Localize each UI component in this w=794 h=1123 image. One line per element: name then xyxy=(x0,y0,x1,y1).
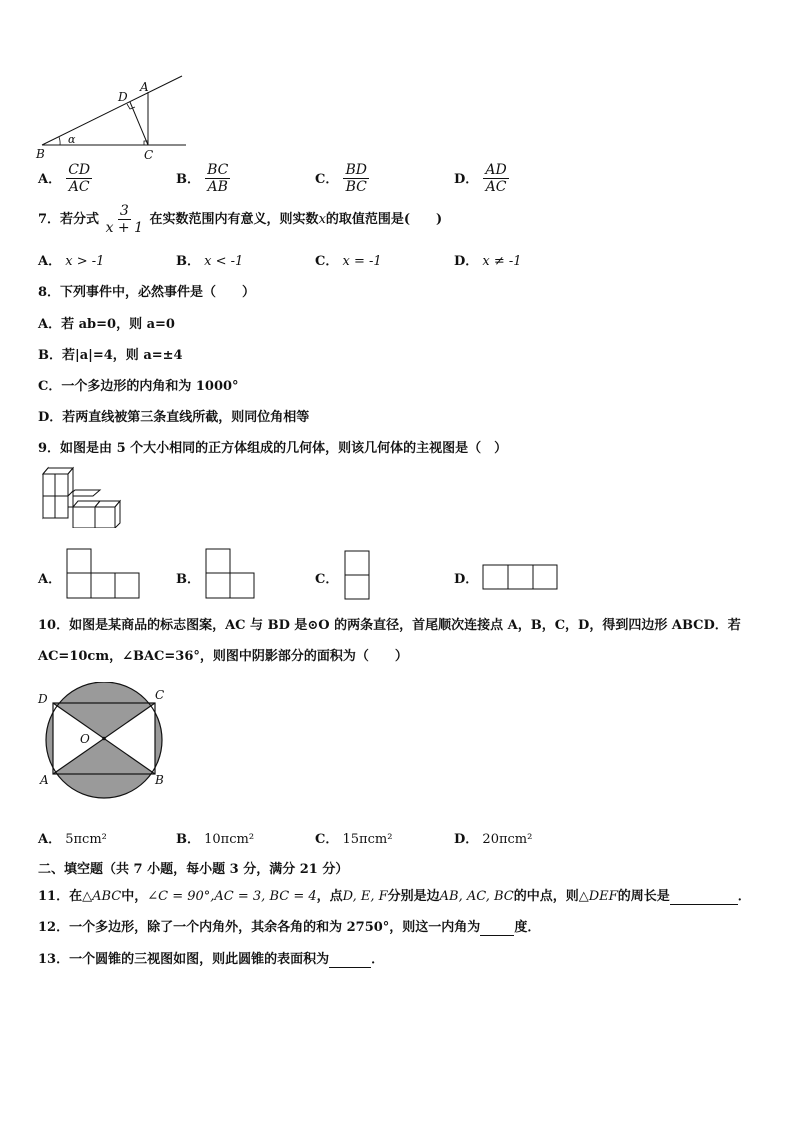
q10-circle-diagram xyxy=(34,682,174,804)
q10-stem-line2: AC=10cm，∠BAC=36°，则图中阴影部分的面积为（ ） xyxy=(38,649,408,664)
q7-option-c[interactable]: C． x = -1 xyxy=(315,254,382,269)
q13-stem: 13．一个圆锥的三视图如图，则此圆锥的表面积为 ． xyxy=(38,952,385,967)
option-label: D． xyxy=(454,172,479,187)
q9-option-c-figure xyxy=(344,550,372,602)
q6-option-b[interactable] xyxy=(176,162,230,195)
q6-label-c: C xyxy=(144,148,154,162)
option-label: C． xyxy=(315,172,339,187)
q7-fraction: $\frac{3}{x + 1}$ xyxy=(105,203,144,236)
q9-option-b-figure xyxy=(205,548,257,600)
q10-label-b: B xyxy=(155,773,164,787)
section-title: 二、填空题（共 7 小题，每小题 3 分，满分 21 分） xyxy=(38,862,349,877)
fraction: $\frac{BC}{AB}$ xyxy=(207,162,229,195)
q10-option-b[interactable]: B． 10πcm² xyxy=(176,832,255,847)
q6-label-b: B xyxy=(36,147,45,161)
fraction: $\frac{AD}{AC}$ xyxy=(485,162,507,195)
q6-label-a: A xyxy=(140,80,149,94)
q9-option-c[interactable]: C． xyxy=(315,572,339,587)
q8-option-a[interactable]: A．若 ab=0，则 a=0 xyxy=(38,317,175,332)
q10-label-o: O xyxy=(80,732,90,746)
fraction: $\frac{BD}{BC}$ xyxy=(345,162,367,195)
q7-option-b[interactable]: B． x < -1 xyxy=(176,254,244,269)
q13-answer-blank[interactable] xyxy=(329,952,371,968)
q9-option-d-figure xyxy=(482,564,560,592)
q9-option-b[interactable]: B． xyxy=(176,572,200,587)
option-label: B． xyxy=(176,172,200,187)
q6-label-alpha: α xyxy=(68,133,76,146)
fraction: $\frac{CD}{AC}$ xyxy=(68,162,91,195)
q8-option-c[interactable]: C．一个多边形的内角和为 1000° xyxy=(38,379,239,394)
q11-answer-blank[interactable] xyxy=(670,889,738,905)
q6-option-d[interactable] xyxy=(454,162,509,195)
q6-option-a[interactable] xyxy=(38,162,92,195)
q6-option-c[interactable] xyxy=(315,162,369,195)
q10-label-c: C xyxy=(155,688,165,702)
q9-cube-figure xyxy=(40,466,124,528)
q7-option-d[interactable]: D． x ≠ -1 xyxy=(454,254,522,269)
q8-option-b[interactable]: B．若|a|=4，则 a=±4 xyxy=(38,348,183,363)
q9-option-d[interactable]: D． xyxy=(454,572,479,587)
q6-triangle-diagram xyxy=(34,72,194,164)
q11-stem: 11．在△ABC中，∠C = 90°,AC = 3, BC = 4，点D, E, F分别是边AB, AC, BC的中点，则△DEF的周长是 ． xyxy=(38,889,751,904)
q9-option-a[interactable]: A． xyxy=(38,572,62,587)
q8-option-d[interactable]: D．若两直线被第三条直线所截，则同位角相等 xyxy=(38,410,310,425)
q12-answer-blank[interactable] xyxy=(480,920,514,936)
q9-option-a-figure xyxy=(66,548,142,600)
q7-stem: 7．若分式 $\frac{3}{x + 1}$ 在实数范围内有意义，则实数x的取值范围是( ) xyxy=(38,203,443,236)
q10-option-a[interactable]: A． 5πcm² xyxy=(38,832,107,847)
q6-label-d: D xyxy=(118,90,128,104)
q10-option-d[interactable]: D． 20πcm² xyxy=(454,832,533,847)
q10-label-a: A xyxy=(40,773,49,787)
option-label: A． xyxy=(38,172,62,187)
q10-stem-line1: 10．如图是某商品的标志图案，AC 与 BD 是⊙O 的两条直径，首尾顺次连接点 A，B，C，D，得到四边形 ABCD．若 xyxy=(38,618,741,633)
q7-option-a[interactable]: A． x > -1 xyxy=(38,254,105,269)
q10-option-c[interactable]: C． 15πcm² xyxy=(315,832,393,847)
q9-stem: 9．如图是由 5 个大小相同的正方体组成的几何体，则该几何体的主视图是（ ） xyxy=(38,441,508,456)
q10-label-d: D xyxy=(38,692,48,706)
q12-stem: 12．一个多边形，除了一个内角外，其余各角的和为 2750°，则这一内角为 度． xyxy=(38,920,541,935)
q8-stem: 8．下列事件中，必然事件是（ ） xyxy=(38,285,256,300)
